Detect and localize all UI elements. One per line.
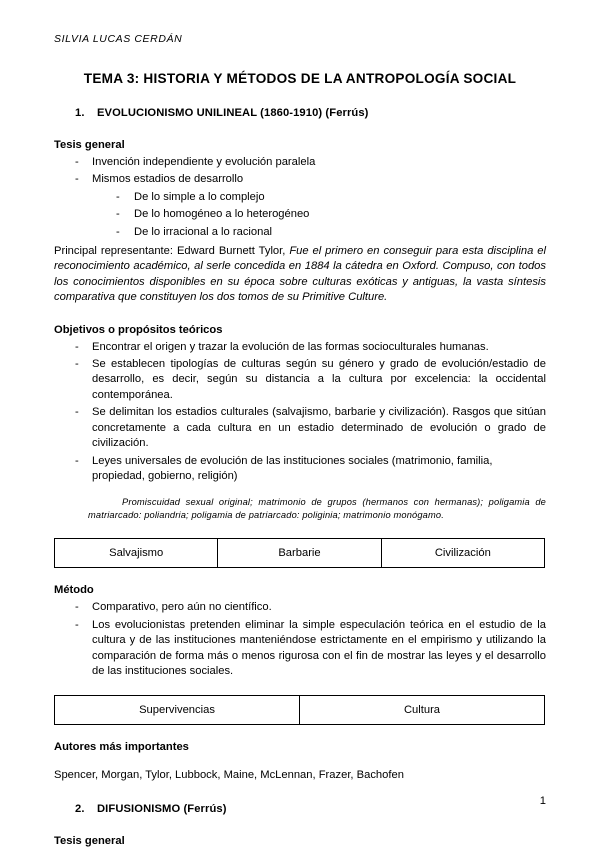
subheading-metodo: Método	[54, 584, 94, 597]
tesis-general-list-1	[54, 155, 546, 188]
section-title-2: DIFUSIONISMO (Ferrús)	[97, 802, 227, 815]
table-conceptos	[54, 695, 545, 725]
list-item: - Invención independiente y evolución paralela	[54, 155, 546, 170]
table-row	[55, 539, 545, 568]
table-cell: Salvajismo	[55, 539, 218, 568]
tesis-general-sublist-1	[54, 190, 546, 240]
representante-lead: Principal representante: Edward Burnett Tylor,	[54, 245, 290, 258]
table-cell: Civilización	[381, 539, 544, 568]
table-estadios	[54, 538, 545, 568]
section-heading-2	[54, 784, 546, 817]
subheading-tesis-general-1: Tesis general	[54, 139, 125, 151]
list-item: - Mismos estadios de desarrollo	[54, 172, 546, 187]
section-number-2: 2.	[75, 802, 85, 815]
page-number: 1	[539, 795, 546, 807]
table-cell: Supervivencias	[55, 696, 300, 725]
list-item: - Los evolucionistas pretenden eliminar la simple especulación teórica en el estudio de la cultura y de las instituciones manteniéndose estrictamente en el empirismo y utilizando la comparación de forma más o menos rigurosa con el fin de mostrar las leyes y el desarrollo de las instituciones sociales.	[54, 618, 546, 680]
section-number-1: 1.	[75, 107, 85, 119]
section-heading-1	[54, 88, 546, 121]
list-item: - De lo homogéneo a lo heterogéneo	[54, 207, 546, 222]
list-item: - Comparativo, pero aún no científico.	[54, 600, 546, 615]
table-cell: Barbarie	[218, 539, 381, 568]
autores-text: Spencer, Morgan, Tylor, Lubbock, Maine, McLennan, Frazer, Bachofen	[54, 769, 404, 782]
subheading-autores: Autores más importantes	[54, 741, 189, 754]
representante-paragraph	[54, 240, 546, 306]
list-item: - Encontrar el origen y trazar la evolución de las formas socioculturales humanas.	[54, 340, 546, 355]
author-name: SILVIA LUCAS CERDÁN	[54, 33, 183, 45]
metodo-list	[54, 600, 546, 679]
list-item: - Se delimitan los estadios culturales (salvajismo, barbarie y civilización). Rasgos que sitúan concretamente a cada cultura en un estadio determinado de evolución o grado de civilización.	[54, 405, 546, 451]
evolution-stages-note: Promiscuidad sexual original; matrimonio de grupos (hermanos con hermanas); poligamia de matriarcado: poliandria; poligamia de patriarcado: poliginia; matrimonio monógamo.	[88, 497, 546, 521]
list-item: - De lo simple a lo complejo	[54, 190, 546, 205]
subheading-tesis-general-2: Tesis general	[54, 834, 125, 847]
list-item: - Se establecen tipologías de culturas según su género y grado de evolución/estadio de desarrollo, es decir, según su distancia a la cultura por excelencia: la occidental contemporánea.	[54, 357, 546, 403]
table-cell: Cultura	[300, 696, 545, 725]
table-row	[55, 696, 545, 725]
list-item: - Leyes universales de evolución de las instituciones sociales (matrimonio, familia, propiedad, gobierno, religión)	[54, 454, 546, 485]
objetivos-list	[54, 340, 546, 485]
list-item: - De lo irracional a lo racional	[54, 225, 546, 240]
section-title-1: EVOLUCIONISMO UNILINEAL (1860-1910) (Ferrús)	[97, 107, 369, 119]
representante-italic: Fue el primero en conseguir para esta disciplina el reconocimiento académico, al serle concedida en 1884 la cátedra en Oxford. Compuso, con todos los conocimientos disponibles en su época sobre culturas exóticas y antiguas, la vasta síntesis comparativa que constituyen los dos tomos de su Primitive Culture.	[54, 245, 546, 304]
page-title: TEMA 3: HISTORIA Y MÉTODOS DE LA ANTROPOLOGÍA SOCIAL	[83, 71, 517, 86]
page-content	[54, 0, 546, 848]
subheading-objetivos: Objetivos o propósitos teóricos	[54, 323, 223, 336]
